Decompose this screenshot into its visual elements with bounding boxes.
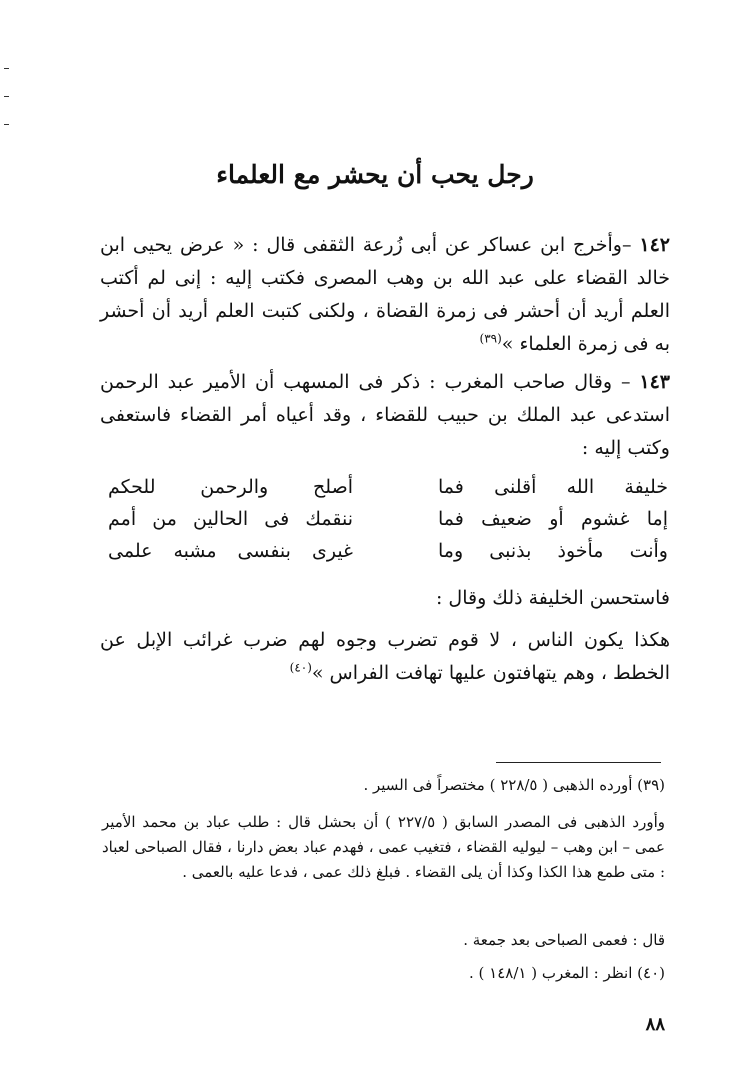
paragraph-number: ١٤٢ [639, 234, 670, 256]
footnote-39: (٣٩) أورده الذهبى ( ٢٢٨/٥ ) مختصراً فى السير . [363, 776, 665, 794]
paragraph-number: ١٤٣ [639, 371, 670, 393]
verse-second-hemistich: ننقمك فى الحالين من أمم [108, 508, 353, 530]
verse-second-hemistich: أصلح والرحمن للحكم [108, 476, 353, 498]
verse-line [108, 508, 668, 540]
paragraph-text: فاستحسن الخليفة ذلك وقال : [435, 587, 670, 609]
footnote-ref: (٣٩) [479, 331, 502, 346]
section-heading: رجل يحب أن يحشر مع العلماء [216, 160, 534, 189]
paragraph-143 [100, 366, 670, 465]
margin-mark [4, 124, 9, 125]
verse-line [108, 540, 668, 572]
margin-mark [4, 68, 9, 69]
footnote-40: (٤٠) انظر : المغرب ( ١٤٨/١ ) . [469, 964, 665, 982]
paragraph-text: – وقال صاحب المغرب : ذكر فى المسهب أن الأمير عبد الرحمن استدعى عبد الملك بن حبيب للقضاء ، وقد أعياه أمر القضاء فاستعفى وكتب إليه : [100, 371, 670, 459]
margin-mark [4, 96, 9, 97]
footnote-39-continuation: وأورد الذهبى فى المصدر السابق ( ٢٢٧/٥ ) أن بحشل قال : طلب عباد بن محمد الأمير عمى – ابن وهب – ليوليه القضاء ، فتغيب عمى ، فهدم عباد بعض دارنا ، فقال الصباحى لعباد : متى طمع هذا الكذا وكذا أن يلى القضاء . فبلغ ذلك عمى ، فدعا عليه بالعمى . [102, 813, 665, 881]
paragraph-text: –وأخرج ابن عساكر عن أبى زُرعة الثقفى قال : « عرض يحيى ابن خالد القضاء على عبد الله بن وهب المصرى فكتب إليه : إنى لم أكتب العلم أريد أن أحشر فى زمرة القضاة ، ولكنى كتبت العلم أريد أن أحشر به فى زمرة العلماء » [100, 234, 670, 355]
verse-first-hemistich: إما غشوم أو ضعيف فما [438, 508, 668, 530]
paragraph-142 [100, 229, 670, 361]
verse-second-hemistich: غيرى بنفسى مشبه علمى [108, 540, 353, 562]
verse-first-hemistich: خليفة الله أقلنى فما [438, 476, 668, 498]
footnote-ref: (٤٠) [289, 660, 312, 675]
paragraph-after-verse [100, 582, 670, 615]
verse-line [108, 476, 668, 508]
footnote-39-end: قال : فعمى الصباحى بعد جمعة . [463, 931, 665, 949]
page-number: ٨٨ [645, 1014, 665, 1035]
paragraph-final [100, 624, 670, 690]
paragraph-text: هكذا يكون الناس ، لا قوم تضرب وجوه لهم ضرب غرائب الإبل عن الخطط ، وهم يتهافتون عليها تهافت الفراس » [100, 629, 670, 684]
footnote-divider [496, 762, 661, 763]
verse-first-hemistich: وأنت مأخوذ بذنبى وما [438, 540, 668, 562]
